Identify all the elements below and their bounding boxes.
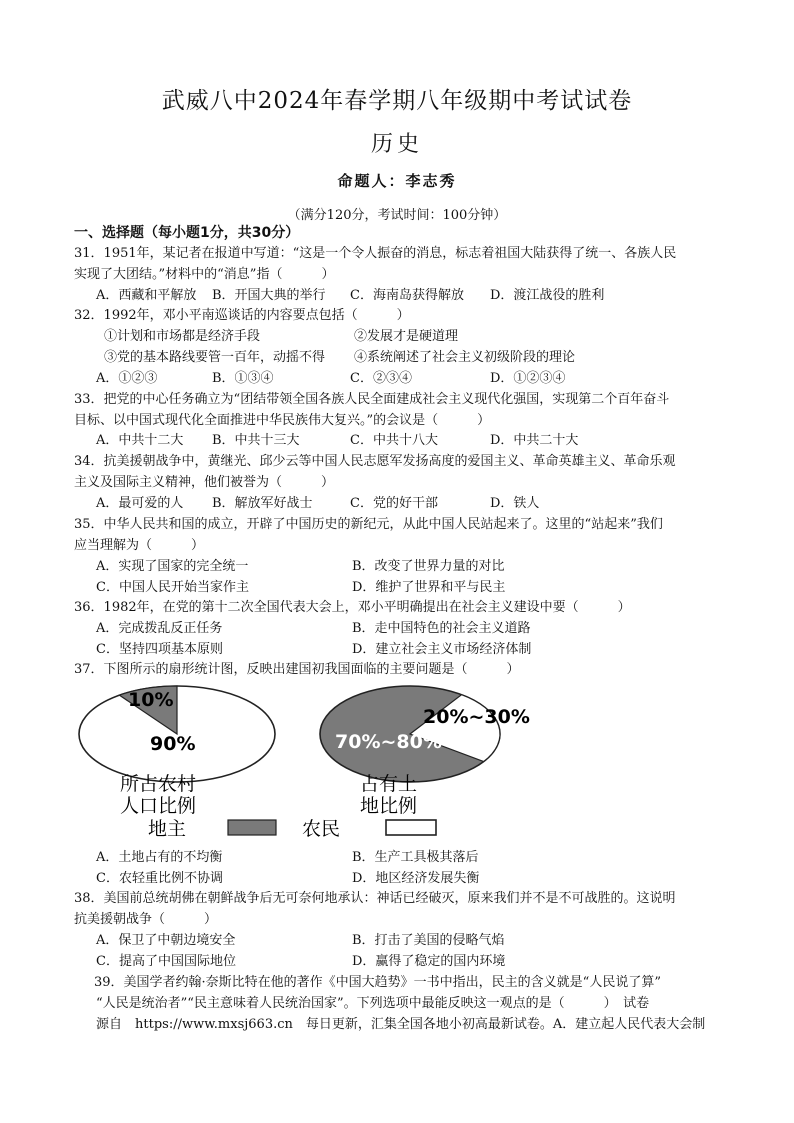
question-33-stem-line2: 目标、以中国式现代化全面推进中华民族伟大复兴。”的会议是（ ） <box>74 413 491 428</box>
pie-caption-right-line1: 占有土 <box>360 773 418 795</box>
pie-caption-right-line2: 地比例 <box>360 795 418 817</box>
question-31-option-b: B．开国大典的举行 <box>212 288 326 303</box>
question-32-stem: 32．1992年，邓小平南巡谈话的内容要点包括（ ） <box>74 308 410 323</box>
question-34-option-a: A．最可爱的人 <box>96 496 184 511</box>
question-33-stem-line1: 33．把党的中心任务确立为“团结带领全国各族人民全面建成社会主义现代化强国，实现第二个百年奋斗 <box>74 392 670 407</box>
pie-chart-land-ownership <box>320 686 530 817</box>
question-33-option-c: C．中共十八大 <box>350 433 438 448</box>
question-33-option-d: D．中共二十大 <box>490 433 579 448</box>
pie-caption-left-line1: 所占农村 <box>120 773 197 795</box>
legend-label-peasant: 农民 <box>302 818 341 840</box>
question-31-option-d: D．渡江战役的胜利 <box>490 288 605 303</box>
pie-caption-left-line2: 人口比例 <box>120 795 197 817</box>
question-32-item-4: ④系统阐述了社会主义初级阶段的理论 <box>354 350 576 365</box>
question-32-option-c: C．②③④ <box>350 371 412 386</box>
subject-title: 历史 <box>370 132 423 157</box>
chart-legend <box>148 818 436 840</box>
exam-author: 命题人：李志秀 <box>337 172 457 190</box>
pie-chart-rural-population <box>79 686 275 817</box>
question-33-option-a: A．中共十二大 <box>96 433 184 448</box>
pie-label-peasant-land: 20%~30% <box>423 706 530 728</box>
question-37-stem: 37．下图所示的扇形统计图，反映出建国初我国面临的主要问题是（ ） <box>74 662 520 677</box>
question-37-option-d: D．地区经济发展失衡 <box>352 871 480 886</box>
question-31-stem-line1: 31．1951年，某记者在报道中写道：“这是一个令人振奋的消息，标志着祖国大陆获得了统一、各族人民 <box>74 246 677 261</box>
question-34-stem-line1: 34．抗美援朝战争中，黄继光、邱少云等中国人民志愿军发扬高度的爱国主义、革命英雄主义、革命乐观 <box>74 454 676 469</box>
question-37-option-a: A．土地占有的不均衡 <box>96 850 223 865</box>
pie-label-landlord-land: 70%~80% <box>335 731 442 753</box>
question-38-option-c: C．提高了中国国际地位 <box>96 954 236 969</box>
question-35-option-c: C．中国人民开始当家作主 <box>96 580 249 595</box>
question-34-stem-line2: 主义及国际主义精神，他们被誉为（ ） <box>74 475 335 490</box>
question-32-item-2: ②发展才是硬道理 <box>354 329 459 344</box>
question-34-option-d: D．铁人 <box>490 496 540 511</box>
question-36-stem: 36．1982年，在党的第十二次全国代表大会上，邓小平明确提出在社会主义建设中要（ ） <box>74 600 631 615</box>
question-32-item-1: ①计划和市场都是经济手段 <box>104 329 261 344</box>
question-37-option-c: C．农轻重比例不协调 <box>96 871 223 886</box>
question-32-option-b: B．①③④ <box>212 371 274 386</box>
exam-title: 武威八中2024年春学期八年级期中考试试卷 <box>161 88 633 114</box>
question-35-stem-line1: 35．中华人民共和国的成立，开辟了中国历史的新纪元，从此中国人民站起来了。这里的“站起来”我们 <box>74 517 663 532</box>
question-35-stem-line2: 应当理解为（ ） <box>74 538 205 553</box>
question-36-option-d: D．建立社会主义市场经济体制 <box>352 642 532 657</box>
question-35-option-a: A．实现了国家的完全统一 <box>96 559 249 574</box>
question-36-option-b: B．走中国特色的社会主义道路 <box>352 621 531 636</box>
legend-swatch-landlord <box>228 820 276 835</box>
question-38-option-b: B．打击了美国的侵略气焰 <box>352 933 505 948</box>
question-31-stem-line2: 实现了大团结。”材料中的“消息”指（ ） <box>74 267 335 282</box>
question-33-option-b: B．中共十三大 <box>212 433 300 448</box>
question-39-stem-line3: 源自 https://www.mxsj663.cn 每日更新，汇集全国各地小初高最新试卷。A．建立起人民代表大会制 <box>96 1017 706 1032</box>
legend-swatch-peasant <box>386 820 436 835</box>
question-32-option-d: D．①②③④ <box>490 371 566 386</box>
pie-charts-figure <box>70 682 530 842</box>
question-34-option-b: B．解放军好战士 <box>212 496 313 511</box>
pie-label-landlord-population: 10% <box>128 689 174 711</box>
legend-label-landlord: 地主 <box>148 818 187 840</box>
question-38-stem-line1: 38．美国前总统胡佛在朝鲜战争后无可奈何地承认：神话已经破灭，原来我们并不是不可战胜的。这说明 <box>74 891 676 906</box>
question-31-option-c: C．海南岛获得解放 <box>350 288 464 303</box>
question-39-stem-line1: 39．美国学者约翰·奈斯比特在他的著作《中国大趋势》一书中指出，民主的含义就是“人民说了算” <box>94 975 661 990</box>
pie-label-peasant-population: 90% <box>150 733 196 755</box>
question-38-option-a: A．保卫了中朝边境安全 <box>96 933 236 948</box>
question-37-option-b: B．生产工具极其落后 <box>352 850 479 865</box>
question-38-stem-line2: 抗美援朝战争（ ） <box>74 912 218 927</box>
question-32-option-a: A．①②③ <box>96 371 158 386</box>
question-35-option-b: B．改变了世界力量的对比 <box>352 559 505 574</box>
question-32-item-3: ③党的基本路线要管一百年，动摇不得 <box>104 350 326 365</box>
question-36-option-a: A．完成拨乱反正任务 <box>96 621 223 636</box>
question-36-option-c: C．坚持四项基本原则 <box>96 642 223 657</box>
exam-info: （满分120分，考试时间：100分钟） <box>287 208 507 223</box>
section-heading: 一、选择题（每小题1分，共30分） <box>74 225 300 241</box>
question-38-option-d: D．赢得了稳定的国内环境 <box>352 954 506 969</box>
question-34-option-c: C．党的好干部 <box>350 496 438 511</box>
question-31-option-a: A．西藏和平解放 <box>96 288 197 303</box>
question-35-option-d: D．维护了世界和平与民主 <box>352 580 506 595</box>
question-39-stem-line2: “人民是统治者”“民主意味着人民统治国家”。下列选项中最能反映这一观点的是（ ） 试卷 <box>96 996 650 1011</box>
